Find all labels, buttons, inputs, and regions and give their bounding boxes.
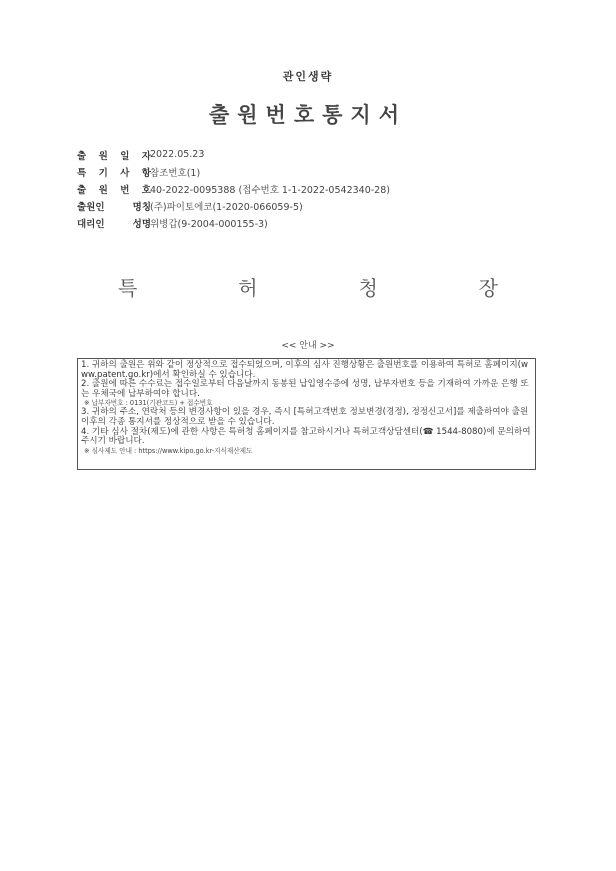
info-row-agent-name	[77, 214, 268, 231]
notice-item-3: 3. 귀하의 주소, 연락처 등의 변경사항이 있을 경우, 즉시 [특허고객번호 정보변경(경정), 정정신고서]를 제출하여야 출원 이후의 각종 통지서를 정상적으로 받을 수 있습니다.	[81, 407, 529, 427]
info-label: 출 원 일 자	[77, 150, 151, 162]
notice-note-examination-system: ※ 심사제도 안내 : https://www.kipo.go.kr-지식재산제도	[84, 446, 253, 455]
info-label: 특 기 사 항	[77, 167, 151, 179]
filing-date-value: 2022.05.23	[150, 149, 205, 160]
notice-box	[77, 358, 536, 470]
seal-omitted-label: 관인생략	[282, 70, 334, 83]
document-title: 출원번호통지서	[208, 103, 407, 127]
info-row-special-notes	[77, 163, 201, 180]
info-row-applicant-name	[77, 197, 303, 214]
notice-item-1: 1. 귀하의 출원은 위와 같이 정상적으로 접수되었으며, 이후의 심사 진행상황은 출원번호를 이용하여 특허로 홈페이지(www.patent.go.kr)에서 확인하실 수 있습니다.	[81, 360, 528, 380]
applicant-name-value: (주)파이토에코(1-2020-066059-5)	[150, 201, 303, 213]
info-row-filing-date	[77, 146, 205, 163]
info-label: 출원인 명칭	[77, 201, 151, 213]
agent-name-value: 위병갑(9-2004-000155-3)	[150, 218, 268, 230]
notice-item-4: 4. 기타 심사 절차(제도)에 관한 사항은 특허청 홈페이지를 참고하시거나 특허고객상담센터(☎ 1544-8080)에 문의하여 주시기 바랍니다.	[81, 426, 531, 447]
info-label: 대리인 성명	[77, 218, 151, 230]
notice-item-2: 2. 출원에 따른 수수료는 접수일로부터 다음날까지 동봉된 납입영수증에 성명, 납부자번호 등을 기재하여 가까운 은행 또는 우체국에 납부하여야 합니다.	[81, 379, 529, 399]
notice-heading: << 안내 >>	[281, 341, 335, 351]
special-notes-value: 참조번호(1)	[150, 167, 201, 179]
info-row-application-number	[77, 180, 390, 197]
notice-note-payer-number: ※ 납부자번호 : 0131(기관코드) + 접수번호	[84, 399, 213, 408]
info-label: 출 원 번 호	[77, 184, 151, 196]
issuer-kipo-commissioner: 특 허 청 장	[118, 276, 498, 300]
application-number-value: 40-2022-0095388 (접수번호 1-1-2022-0542340-28)	[150, 184, 390, 196]
application-info-table	[77, 146, 390, 231]
